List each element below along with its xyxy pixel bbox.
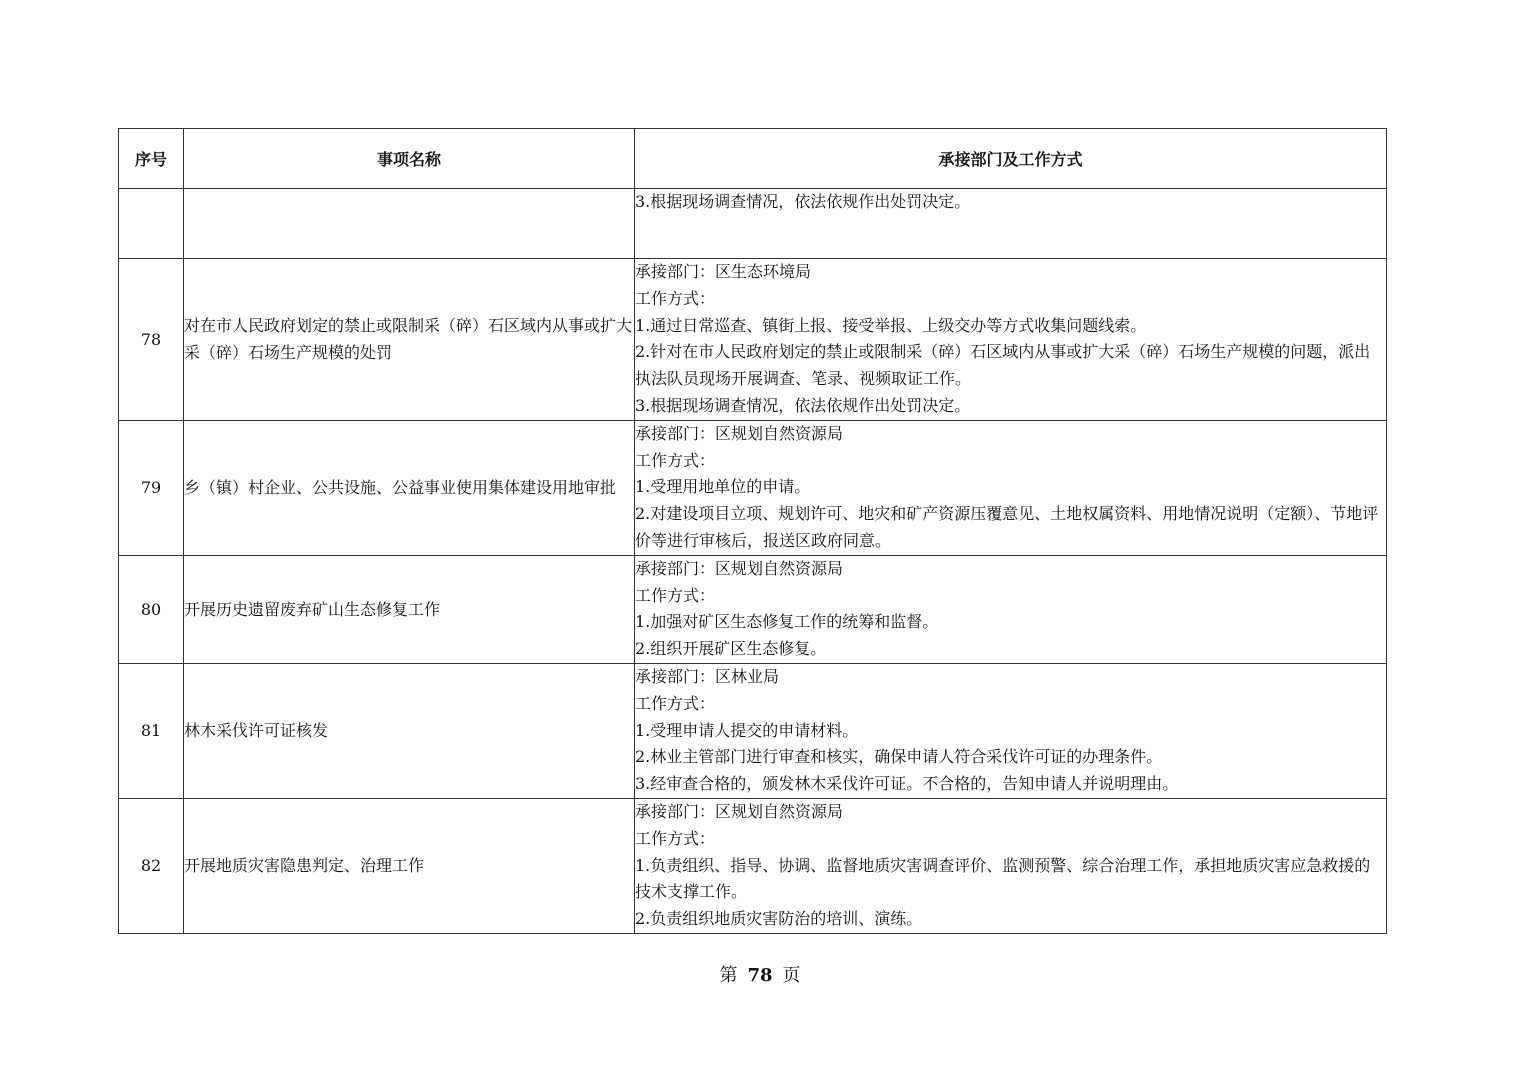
table-row	[119, 663, 1387, 798]
dept-method-cell	[635, 798, 1387, 933]
dept-text: 承接部门：区生态环境局	[635, 262, 812, 281]
step-text: 1.负责组织、指导、协调、监督地质灾害调查评价、监测预警、综合治理工作，承担地质灾害应急救援的技术支撑工作。	[635, 855, 1371, 902]
row-index: 82	[119, 798, 184, 933]
dept-text: 承接部门：区规划自然资源局	[635, 423, 844, 443]
item-name: 乡（镇）村企业、公共设施、公益事业使用集体建设用地审批	[184, 420, 635, 555]
method-label: 工作方式：	[635, 828, 716, 848]
step-text: 3.根据现场调查情况，依法依规作出处罚决定。	[635, 192, 971, 211]
dept-method-cell	[635, 663, 1387, 798]
header-dept-method: 承接部门及工作方式	[635, 129, 1387, 189]
dept-method-cell	[635, 259, 1387, 421]
table-row	[119, 420, 1387, 555]
table-row	[119, 555, 1387, 663]
step-text: 2.林业主管部门进行审查和核实，确保申请人符合采伐许可证的办理条件。	[635, 747, 1163, 767]
page-number-value: 78	[747, 965, 773, 986]
item-name: 开展历史遗留废弃矿山生态修复工作	[184, 555, 635, 663]
method-label: 工作方式：	[635, 585, 716, 605]
dept-method-cell	[635, 420, 1387, 555]
row-dept-cell	[635, 189, 1387, 259]
dept-text: 承接部门：区规划自然资源局	[635, 801, 844, 821]
step-text: 1.通过日常巡查、镇街上报、接受举报、上级交办等方式收集问题线索。	[635, 315, 1147, 335]
dept-method-cell	[635, 555, 1387, 663]
item-name: 林木采伐许可证核发	[184, 663, 635, 798]
table-row	[119, 259, 1387, 421]
row-name-cell	[184, 189, 635, 259]
step-text: 1.加强对矿区生态修复工作的统筹和监督。	[635, 612, 939, 632]
method-label: 工作方式：	[635, 450, 716, 470]
table-row	[119, 798, 1387, 933]
step-text: 1.受理用地单位的申请。	[635, 477, 811, 497]
step-text: 2.针对在市人民政府划定的禁止或限制采（碎）石区域内从事或扩大采（碎）石场生产规模的问题，派出执法队员现场开展调查、笔录、视频取证工作。	[635, 342, 1371, 389]
method-label: 工作方式：	[635, 693, 716, 713]
dept-text: 承接部门：区林业局	[635, 666, 780, 686]
step-text: 3.根据现场调查情况，依法依规作出处罚决定。	[635, 395, 971, 415]
row-index: 78	[119, 259, 184, 421]
step-text: 3.经审查合格的，颁发林木采伐许可证。不合格的，告知申请人并说明理由。	[635, 774, 1179, 794]
step-text: 1.受理申请人提交的申请材料。	[635, 720, 859, 740]
method-label: 工作方式：	[635, 288, 716, 308]
header-index: 序号	[119, 129, 184, 189]
row-index: 80	[119, 555, 184, 663]
header-item-name: 事项名称	[184, 129, 635, 189]
step-text: 2.对建设项目立项、规划许可、地灾和矿产资源压覆意见、土地权属资料、用地情况说明（定额）、节地评价等进行审核后，报送区政府同意。	[635, 504, 1379, 550]
page-prefix: 第	[719, 965, 738, 986]
step-text: 2.组织开展矿区生态修复。	[635, 639, 827, 659]
item-name: 开展地质灾害隐患判定、治理工作	[184, 798, 635, 933]
row-index-cell	[119, 189, 184, 259]
page-number	[0, 962, 1520, 990]
items-table	[118, 128, 1387, 934]
table-row-continuation	[119, 189, 1387, 259]
page-suffix: 页	[782, 965, 801, 986]
row-index: 81	[119, 663, 184, 798]
step-text: 2.负责组织地质灾害防治的培训、演练。	[635, 909, 923, 929]
item-name: 对在市人民政府划定的禁止或限制采（碎）石区域内从事或扩大采（碎）石场生产规模的处罚	[184, 259, 635, 421]
dept-text: 承接部门：区规划自然资源局	[635, 558, 844, 578]
row-index: 79	[119, 420, 184, 555]
table-header-row	[119, 129, 1387, 189]
